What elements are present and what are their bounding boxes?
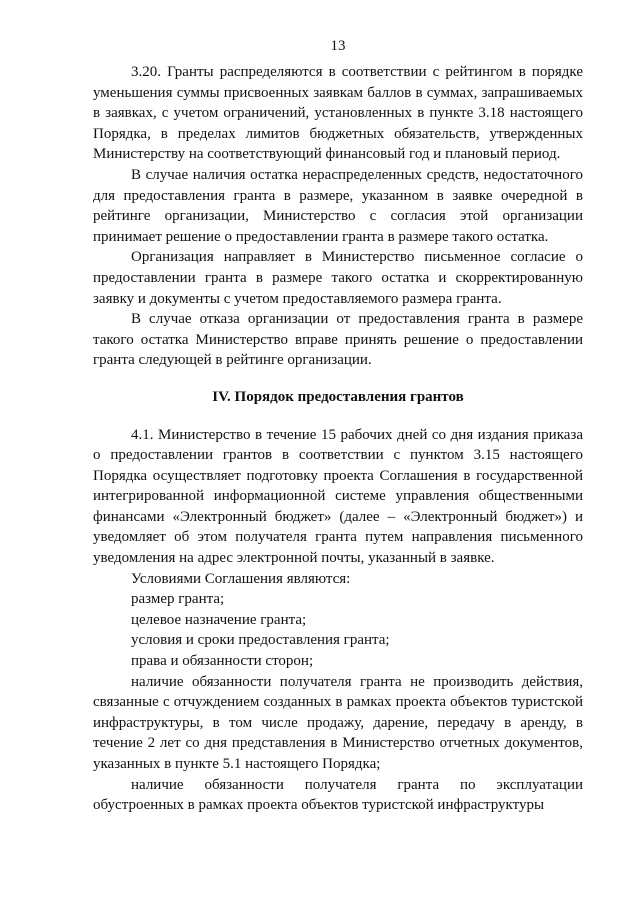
paragraph-exploitation: наличие обязанности получателя гранта по эксплуатации обустроенных в рамках проекта объектов туристской инфраструктуры [93, 776, 583, 814]
conditions-intro: Условиями Соглашения являются: [131, 570, 351, 587]
condition-item: условия и сроки предоставления гранта; [131, 632, 390, 649]
paragraph-remaining-funds: В случае наличия остатка нераспределенных средств, недостаточного для предоставления гранта в размере, указанном в заявке очередной в рейтинге организации, Министерство с согласия этой организации принимает решение о предоставлении гранта в размере такого остатка. [93, 166, 583, 245]
paragraph-refusal: В случае отказа организации от предоставления гранта в размере такого остатка Министерство вправе принять решение о предоставлении гранта следующей в рейтинге организации. [93, 311, 583, 369]
paragraph-no-alienation: наличие обязанности получателя гранта не производить действия, связанные с отчуждением созданных в рамках проекта объектов туристской инфраструктуры, в том числе продажу, дарение, передачу в аренду, в течение 2 лет со дня представления в Министерство отчетных документов, указанных в пункте 5.1 настоящего Порядка; [93, 673, 583, 772]
page-number: 13 [330, 38, 346, 54]
document-page [93, 0, 583, 905]
condition-item: целевое назначение гранта; [131, 611, 307, 628]
section-heading: IV. Порядок предоставления грантов [212, 388, 464, 405]
condition-item: права и обязанности сторон; [131, 653, 314, 670]
paragraph-4-1: 4.1. Министерство в течение 15 рабочих дней со дня издания приказа о предоставлении грантов в соответствии с пунктом 3.15 настоящего Порядка осуществляет подготовку проекта Соглашения в государственной интегрированной информационной системе управления общественными финансами «Электронный бюджет» (далее – «Электронный бюджет») и уведомляет об этом получателя гранта путем направления письменного уведомления на адрес электронной почты, указанный в заявке. [93, 426, 583, 567]
paragraph-3-20: 3.20. Гранты распределяются в соответствии с рейтингом в порядке уменьшения суммы присвоенных заявкам баллов в суммах, запрашиваемых в заявках, с учетом ограничений, установленных в пункте 3.18 настоящего Порядка, в пределах лимитов бюджетных обязательств, утвержденных Министерству на соответствующий финансовый год и плановый период. [93, 64, 583, 163]
condition-item: размер гранта; [131, 591, 225, 608]
document-body [93, 62, 583, 816]
paragraph-written-consent: Организация направляет в Министерство письменное согласие о предоставлении гранта в размере такого остатка и скорректированную заявку и документы с учетом предоставляемого размера гранта. [93, 249, 583, 307]
